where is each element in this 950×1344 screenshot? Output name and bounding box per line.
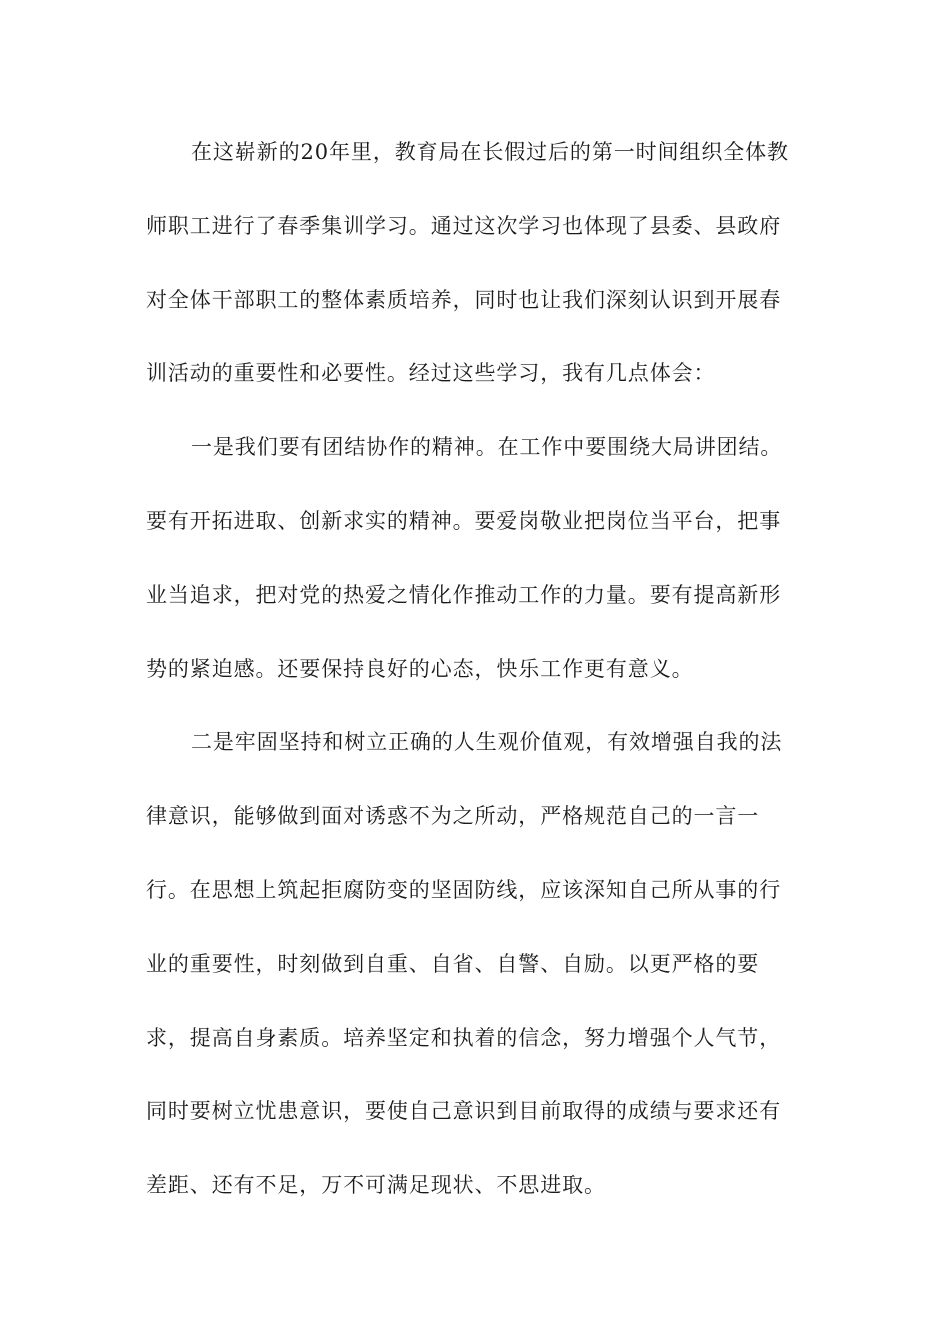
text-line: 师职工进行了春季集训学习。通过这次学习也体现了县委、县政府 [146,213,782,238]
text-line: 求，提高自身素质。培养坚定和执着的信念，努力增强个人气节， [146,1025,782,1050]
text-line: 训活动的重要性和必要性。经过这些学习，我有几点体会： [146,361,716,386]
text-line: 要有开拓进取、创新求实的精神。要爱岗敬业把岗位当平台，把事 [146,508,782,533]
text-line: 在这崭新的20年里，教育局在长假过后的第一时间组织全体教 [191,140,789,164]
text-line: 业当追求，把对党的热爱之情化作推动工作的力量。要有提高新形 [146,582,782,607]
paragraph-3 [146,722,806,1239]
text-line: 差距、还有不足，万不可满足现状、不思进取。 [146,1173,606,1198]
paragraph-2 [146,427,806,722]
document-body [146,132,806,1239]
text-line: 律意识，能够做到面对诱惑不为之所动，严格规范自己的一言一 [146,804,760,829]
text-line: 同时要树立忧患意识，要使自己意识到目前取得的成绩与要求还有 [146,1099,782,1124]
text-line: 行。在思想上筑起拒腐防变的坚固防线，应该深知自己所从事的行 [146,877,782,902]
text-line: 业的重要性，时刻做到自重、自省、自警、自励。以更严格的要 [146,951,760,976]
text-line: 势的紧迫感。还要保持良好的心态，快乐工作更有意义。 [146,656,694,681]
text-line: 一是我们要有团结协作的精神。在工作中要围绕大局讲团结。 [191,435,783,460]
paragraph-1 [146,132,806,427]
text-line: 二是牢固坚持和树立正确的人生观价值观，有效增强自我的法 [191,730,783,755]
text-line: 对全体干部职工的整体素质培养，同时也让我们深刻认识到开展春 [146,287,782,312]
